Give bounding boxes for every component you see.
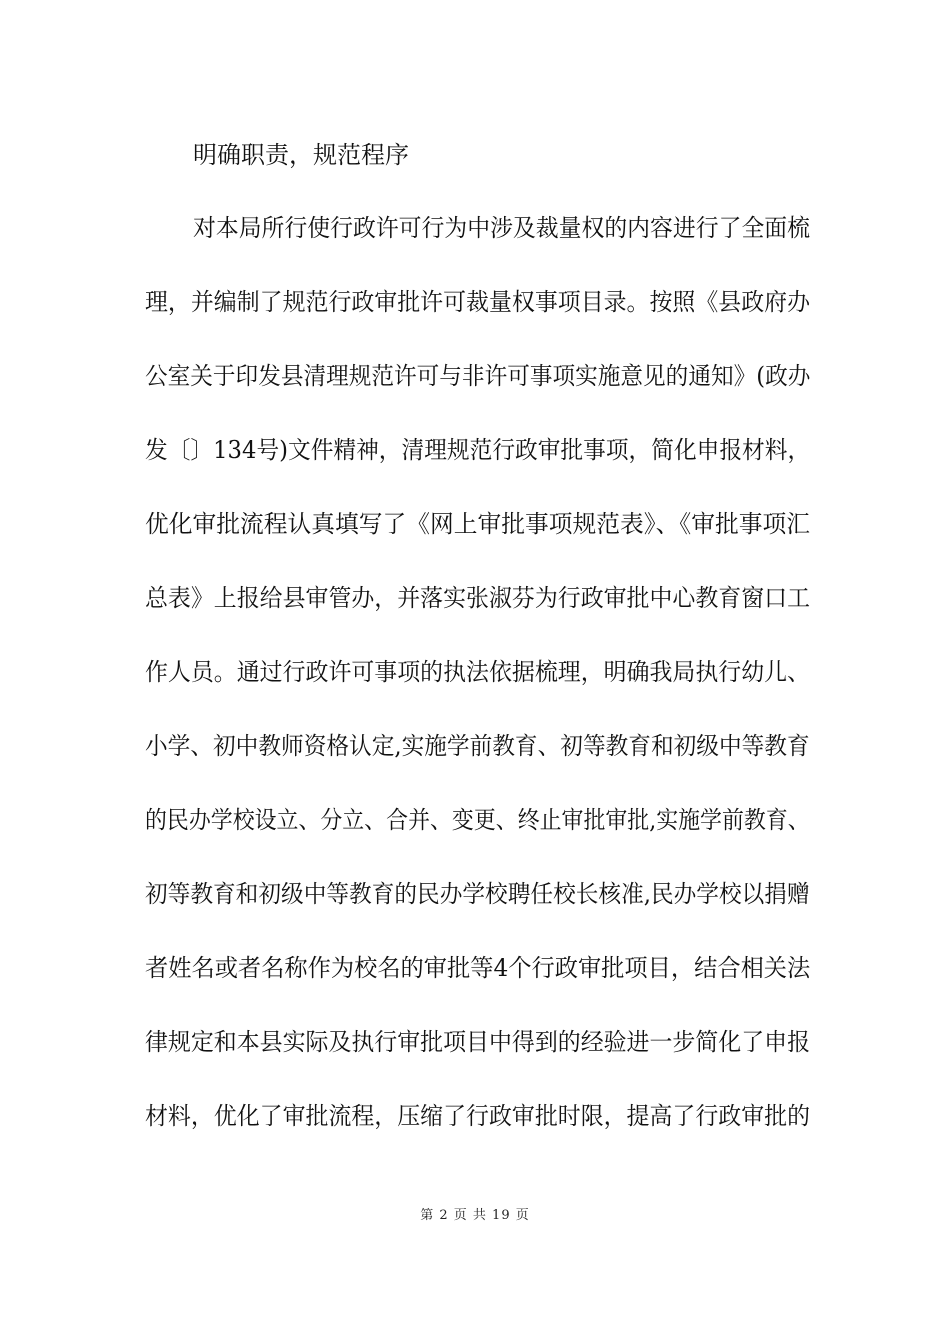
- paragraph-line: 初等教育和初级中等教育的民办学校聘任校长核准,民办学校以捐赠: [145, 880, 810, 908]
- paragraph-line: 作人员。通过行政许可事项的执法依据梳理，明确我局执行幼儿、: [145, 658, 810, 686]
- paragraph-line: 材料，优化了审批流程，压缩了行政审批时限，提高了行政审批的: [145, 1102, 810, 1130]
- paragraph-line: 律规定和本县实际及执行审批项目中得到的经验进一步简化了申报: [145, 1028, 810, 1056]
- paragraph-line: 优化审批流程认真填写了《网上审批事项规范表》、《审批事项汇: [145, 510, 810, 538]
- paragraph-line: 的民办学校设立、分立、合并、变更、终止审批审批,实施学前教育、: [145, 806, 810, 834]
- paragraph-line: 发〔〕134号)文件精神，清理规范行政审批事项，简化申报材料，: [145, 436, 811, 464]
- paragraph-line: 公室关于印发县清理规范许可与非许可事项实施意见的通知》(政办: [145, 362, 811, 390]
- paragraph-line: 者姓名或者名称作为校名的审批等4个行政审批项目，结合相关法: [145, 954, 811, 982]
- paragraph-line: 对本局所行使行政许可行为中涉及裁量权的内容进行了全面梳: [193, 214, 810, 242]
- paragraph-line: 总表》上报给县审管办，并落实张淑芬为行政审批中心教育窗口工: [145, 584, 810, 612]
- section-heading: 明确职责，规范程序: [193, 141, 409, 169]
- paragraph-line: 小学、初中教师资格认定,实施学前教育、初等教育和初级中等教育: [145, 732, 810, 760]
- page-number-footer: 第 2 页 共 19 页: [420, 1208, 530, 1223]
- paragraph-line: 理，并编制了规范行政审批许可裁量权事项目录。按照《县政府办: [145, 288, 810, 316]
